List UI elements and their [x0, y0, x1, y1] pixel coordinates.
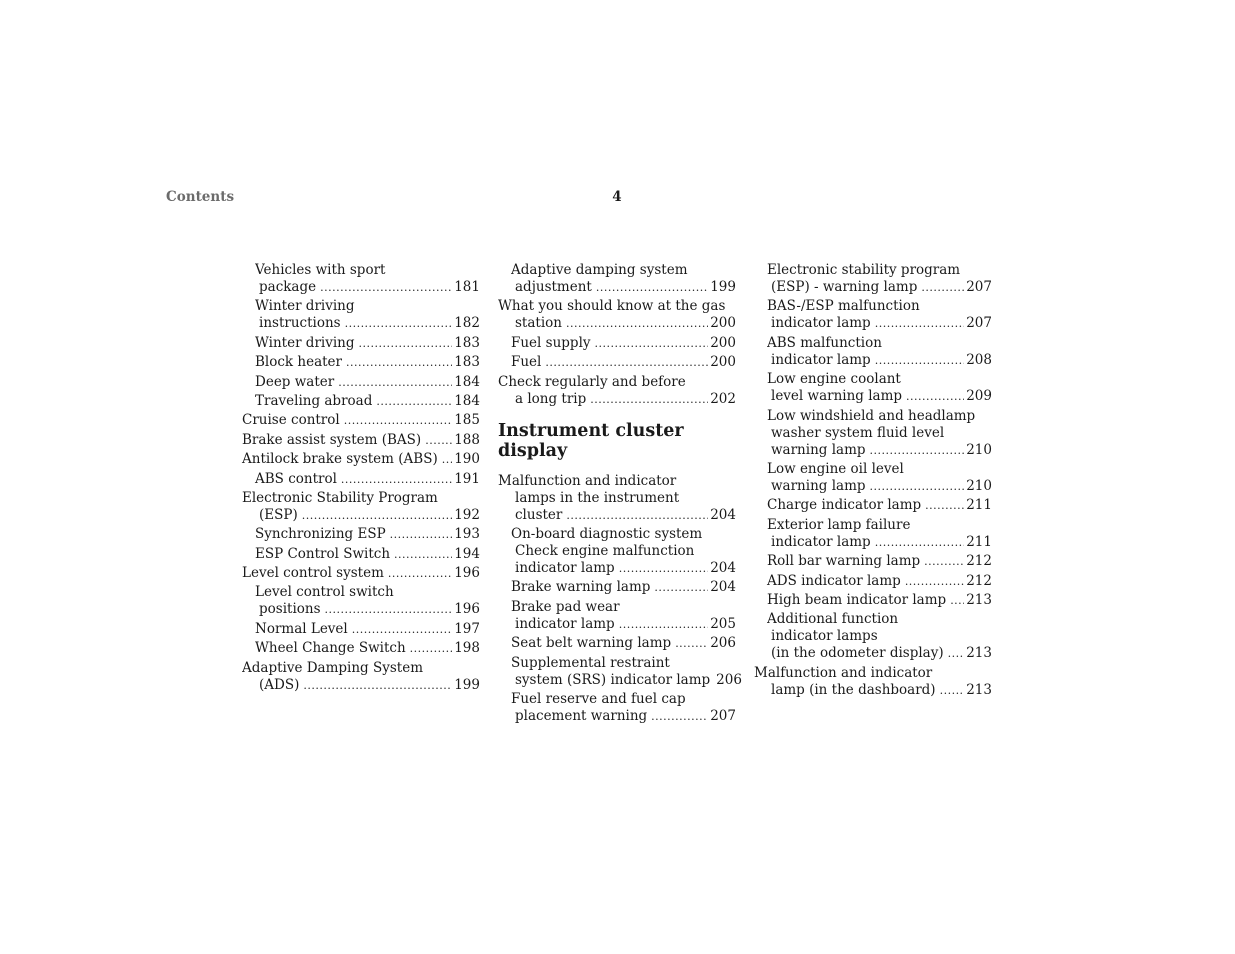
- toc-entry-title: warning lamp: [771, 441, 866, 458]
- toc-page-number[interactable]: 192: [454, 506, 480, 523]
- toc-entry-title: Cruise control: [242, 412, 340, 429]
- toc-entry-leader-line: [767, 352, 992, 369]
- toc-entry-title: lamp (in the dashboard): [771, 681, 936, 698]
- toc-entry-title: Level control system: [242, 565, 384, 582]
- toc-entry-text: Adaptive Damping System: [242, 659, 424, 676]
- dot-leader: [302, 507, 452, 524]
- toc-page-number[interactable]: 188: [454, 431, 480, 448]
- toc-page-number[interactable]: 198: [454, 640, 480, 657]
- toc-entry-text: Low engine oil level: [767, 460, 904, 477]
- section-heading: Instrument cluster display: [498, 420, 684, 461]
- toc-entry-leader-line: [767, 442, 992, 459]
- toc-entry-title: ESP Control Switch: [255, 545, 391, 562]
- toc-page-number[interactable]: 205: [710, 615, 736, 632]
- toc-entry[interactable]: [242, 584, 480, 618]
- toc-entry-text: Malfunction and indicator: [498, 472, 677, 489]
- toc-page-number[interactable]: 208: [966, 351, 992, 368]
- toc-entry[interactable]: [498, 579, 736, 596]
- toc-page-number[interactable]: 207: [966, 315, 992, 332]
- toc-entry-leader-line: [255, 374, 480, 391]
- toc-entry[interactable]: [242, 354, 480, 371]
- toc-entry[interactable]: [242, 374, 480, 391]
- toc-entry-title: Winter driving: [255, 334, 355, 351]
- toc-page-number[interactable]: 207: [966, 279, 992, 295]
- toc-entry-title: Charge indicator lamp: [767, 497, 922, 514]
- toc-entry-text: Supplemental restraint: [511, 654, 670, 671]
- toc-entry-text: Brake pad wear: [511, 598, 620, 615]
- toc-page-number[interactable]: 185: [454, 412, 480, 429]
- toc-entry-leader-line: [498, 315, 736, 332]
- toc-page-number[interactable]: 213: [966, 591, 992, 608]
- toc-entry-leader-line: [767, 553, 992, 570]
- toc-entry[interactable]: [242, 621, 480, 638]
- toc-entry-title: Traveling abroad: [255, 392, 373, 409]
- dot-leader: [345, 315, 453, 332]
- toc-page-number[interactable]: 183: [454, 354, 480, 371]
- toc-entry-leader-line: [511, 335, 736, 352]
- toc-page-number[interactable]: 200: [710, 354, 736, 371]
- toc-entry-text: lamps in the instrument: [515, 489, 680, 506]
- toc-entry-title: Fuel supply: [511, 334, 591, 351]
- toc-entry[interactable]: [242, 298, 480, 332]
- dot-leader: [303, 677, 452, 694]
- toc-entry-leader-line: [511, 279, 736, 296]
- toc-entry-text: Fuel reserve and fuel cap: [511, 690, 686, 707]
- toc-entry-leader-line: [511, 560, 736, 577]
- dot-leader: [870, 442, 965, 459]
- dot-leader: [675, 635, 708, 652]
- toc-entry-title: indicator lamp: [515, 559, 615, 576]
- toc-entry-leader-line: [255, 471, 480, 488]
- toc-entry[interactable]: [754, 553, 992, 570]
- toc-entry-leader-line: [767, 573, 992, 590]
- toc-page-number[interactable]: 212: [966, 572, 992, 589]
- toc-page-number[interactable]: 210: [966, 441, 992, 458]
- toc-entry-title: placement warning: [515, 707, 648, 724]
- toc-entry-title: High beam indicator lamp: [767, 591, 947, 608]
- toc-entry-text: Electronic Stability Program: [242, 489, 438, 506]
- toc-entry-text: Check regularly and before: [498, 373, 686, 390]
- toc-entry[interactable]: [754, 262, 992, 296]
- toc-column-2: [498, 262, 742, 727]
- toc-entry[interactable]: [242, 451, 480, 468]
- dot-leader: [654, 579, 708, 596]
- toc-page-number[interactable]: 210: [966, 477, 992, 494]
- dot-leader: [352, 621, 452, 638]
- dot-leader: [921, 279, 964, 296]
- toc-entry[interactable]: [754, 461, 992, 495]
- toc-entry-leader-line: [242, 412, 480, 429]
- dot-leader: [376, 393, 452, 410]
- toc-page-number[interactable]: 206: [716, 671, 742, 688]
- toc-entry[interactable]: [498, 526, 736, 577]
- toc-entry-leader-line: [767, 645, 992, 662]
- toc-entry[interactable]: [754, 665, 992, 699]
- toc-entry-text: Check engine malfunction: [515, 542, 695, 559]
- toc-entry[interactable]: [242, 660, 480, 694]
- toc-entry-text: Level control switch: [255, 584, 394, 601]
- toc-entry-title: Roll bar warning lamp: [767, 553, 921, 570]
- toc-entry-title: Wheel Change Switch: [255, 640, 406, 657]
- toc-entry-leader-line: [767, 388, 992, 405]
- toc-entry[interactable]: [242, 490, 480, 524]
- dot-leader: [566, 507, 708, 524]
- toc-page-number[interactable]: 204: [710, 579, 736, 596]
- toc-entry-leader-line: [255, 526, 480, 543]
- toc-entry[interactable]: [242, 335, 480, 352]
- toc-entry-leader-line: [255, 335, 480, 352]
- toc-entry[interactable]: [754, 408, 992, 459]
- toc-entry-leader-line: [767, 279, 992, 296]
- toc-entry-text: Low engine coolant: [767, 371, 901, 388]
- toc-entry-title: warning lamp: [771, 477, 866, 494]
- dot-leader: [359, 335, 453, 352]
- dot-leader: [596, 279, 708, 296]
- toc-entry-title: Block heater: [255, 354, 342, 371]
- toc-entry-title: system (SRS) indicator lamp: [515, 671, 711, 688]
- toc-entry-title: (in the odometer display): [771, 645, 944, 662]
- toc-entry[interactable]: [242, 393, 480, 410]
- toc-entry-text: On-board diagnostic system: [511, 525, 703, 542]
- toc-column-3: [754, 262, 992, 701]
- toc-entry[interactable]: [754, 298, 992, 332]
- dot-leader: [906, 388, 964, 405]
- toc-column-1: [242, 262, 480, 696]
- dot-leader: [346, 354, 452, 371]
- toc-entry[interactable]: [242, 526, 480, 543]
- toc-entry-text: Adaptive damping system: [511, 262, 688, 278]
- toc-page-number[interactable]: 212: [966, 553, 992, 570]
- toc-entry-text: BAS-/ESP malfunction: [767, 298, 920, 315]
- dot-leader: [651, 708, 708, 725]
- toc-entry-title: (ADS): [259, 676, 300, 693]
- dot-leader: [948, 645, 965, 662]
- dot-leader: [545, 354, 708, 371]
- toc-entry-title: ABS control: [255, 470, 337, 487]
- dot-leader: [341, 471, 452, 488]
- toc-page-number[interactable]: 202: [710, 390, 736, 407]
- toc-entry-title: Fuel: [511, 354, 542, 371]
- toc-entry[interactable]: [498, 599, 736, 633]
- toc-entry-title: Normal Level: [255, 620, 348, 637]
- toc-entry-title: cluster: [515, 506, 563, 523]
- toc-entry[interactable]: [498, 654, 742, 689]
- toc-entry-leader-line: [511, 579, 736, 596]
- toc-entry-title: Antilock brake system (ABS): [242, 451, 438, 468]
- toc-entry-leader-line: [255, 621, 480, 638]
- toc-page-number[interactable]: 200: [710, 315, 736, 332]
- toc-entry[interactable]: [754, 371, 992, 405]
- toc-entry[interactable]: [754, 497, 992, 514]
- toc-entry-text: Additional function: [767, 611, 899, 628]
- dot-leader: [388, 565, 452, 582]
- toc-entry[interactable]: [242, 412, 480, 429]
- toc-page-number[interactable]: 213: [966, 681, 992, 698]
- toc-entry-leader-line: [511, 635, 736, 652]
- dot-leader: [425, 432, 452, 449]
- dot-leader: [394, 546, 452, 563]
- toc-entry[interactable]: [498, 335, 736, 352]
- toc-page-number[interactable]: 211: [966, 497, 992, 514]
- toc-entry-leader-line: [242, 451, 480, 468]
- toc-entry-text: indicator lamps: [771, 628, 878, 645]
- section-title: Contents: [166, 189, 235, 205]
- toc-entry-text: Vehicles with sport: [255, 262, 386, 278]
- toc-page-number[interactable]: 181: [454, 279, 480, 295]
- dot-leader: [950, 592, 964, 609]
- toc-page-number[interactable]: 196: [454, 565, 480, 582]
- toc-entry-leader-line: [767, 534, 992, 551]
- toc-entry[interactable]: [754, 573, 992, 590]
- toc-entry-leader-line: [511, 671, 742, 689]
- toc-page-number[interactable]: 206: [710, 635, 736, 652]
- toc-entry-leader-line: [255, 393, 480, 410]
- toc-page-number[interactable]: 182: [454, 315, 480, 332]
- toc-entry[interactable]: [498, 374, 736, 408]
- toc-entry-title: (ESP): [259, 506, 298, 523]
- toc-entry-leader-line: [255, 640, 480, 657]
- toc-entry-title: instructions: [259, 315, 341, 332]
- toc-entry-leader-line: [767, 478, 992, 495]
- toc-page-number[interactable]: 197: [454, 620, 480, 637]
- toc-entry[interactable]: [242, 546, 480, 563]
- toc-entry[interactable]: [754, 517, 992, 551]
- toc-entry-leader-line: [242, 507, 480, 524]
- toc-entry-leader-line: [498, 391, 736, 408]
- toc-entry-text: Low windshield and headlamp: [767, 407, 976, 424]
- dot-leader: [325, 601, 453, 618]
- toc-page-number[interactable]: 193: [454, 526, 480, 543]
- toc-entry[interactable]: [242, 640, 480, 657]
- toc-entry[interactable]: [498, 691, 736, 725]
- toc-entry-leader-line: [255, 601, 480, 618]
- toc-entry-leader-line: [767, 315, 992, 332]
- toc-entry-leader-line: [255, 354, 480, 371]
- toc-entry-title: Synchronizing ESP: [255, 526, 386, 543]
- toc-entry-leader-line: [498, 507, 736, 524]
- dot-leader: [905, 573, 964, 590]
- toc-page-number[interactable]: 200: [710, 334, 736, 351]
- toc-page-number[interactable]: 207: [710, 707, 736, 724]
- dot-leader: [344, 412, 453, 429]
- toc-page-number[interactable]: 209: [966, 388, 992, 405]
- dot-leader: [390, 526, 453, 543]
- toc-entry-title: adjustment: [515, 279, 592, 295]
- toc-page-number[interactable]: 191: [454, 470, 480, 487]
- dot-leader: [320, 279, 452, 296]
- toc-entry-title: Seat belt warning lamp: [511, 635, 672, 652]
- toc-page-number[interactable]: 184: [454, 373, 480, 390]
- toc-entry-leader-line: [511, 616, 736, 633]
- dot-leader: [940, 682, 965, 699]
- toc-entry-text: Winter driving: [255, 298, 355, 315]
- toc-entry[interactable]: [242, 471, 480, 488]
- dot-leader: [410, 640, 453, 657]
- toc-entry[interactable]: [498, 473, 736, 524]
- toc-entry[interactable]: [242, 565, 480, 582]
- toc-entry-title: Brake assist system (BAS): [242, 431, 422, 448]
- dot-leader: [925, 497, 964, 514]
- dot-leader: [566, 315, 708, 332]
- dot-leader: [619, 560, 709, 577]
- toc-page-number[interactable]: 199: [710, 279, 736, 295]
- toc-page-number[interactable]: 204: [710, 506, 736, 523]
- toc-page-number[interactable]: 194: [454, 545, 480, 562]
- toc-entry-leader-line: [511, 708, 736, 725]
- toc-entry-title: indicator lamp: [771, 533, 871, 550]
- toc-entry-text: ABS malfunction: [767, 334, 882, 351]
- toc-entry-title: indicator lamp: [515, 615, 615, 632]
- toc-entry-text: Exterior lamp failure: [767, 516, 911, 533]
- toc-entry-text: washer system fluid level: [771, 424, 945, 441]
- toc-entry[interactable]: [754, 592, 992, 609]
- toc-page-number[interactable]: 199: [454, 676, 480, 693]
- toc-entry-title: indicator lamp: [771, 351, 871, 368]
- dot-leader: [875, 315, 965, 332]
- dot-leader: [338, 374, 452, 391]
- toc-entry[interactable]: [242, 262, 480, 296]
- toc-page-number[interactable]: 204: [710, 559, 736, 576]
- dot-leader: [924, 553, 964, 570]
- toc-page-number[interactable]: 184: [454, 392, 480, 409]
- toc-entry[interactable]: [498, 354, 736, 371]
- toc-entry-leader-line: [242, 432, 480, 449]
- dot-leader: [442, 451, 453, 468]
- toc-entry-title: Deep water: [255, 373, 335, 390]
- toc-entry-text: Malfunction and indicator: [754, 664, 933, 681]
- toc-page-number[interactable]: 211: [966, 533, 992, 550]
- toc-entry-title: positions: [259, 601, 321, 618]
- toc-entry-title: indicator lamp: [771, 315, 871, 332]
- dot-leader: [875, 534, 965, 551]
- toc-entry-leader-line: [255, 315, 480, 332]
- dot-leader: [595, 335, 709, 352]
- toc-entry[interactable]: [498, 298, 736, 332]
- toc-page-number[interactable]: 196: [454, 601, 480, 618]
- toc-entry-leader-line: [255, 279, 480, 296]
- toc-entry[interactable]: [498, 262, 736, 296]
- toc-entry-leader-line: [242, 565, 480, 582]
- toc-entry-title: a long trip: [515, 390, 587, 407]
- toc-entry-text: What you should know at the gas: [498, 298, 726, 315]
- toc-entry-leader-line: [511, 354, 736, 371]
- toc-entry-title: Brake warning lamp: [511, 579, 651, 596]
- page-number: 4: [612, 189, 622, 205]
- toc-entry-text: Electronic stability program: [767, 262, 961, 278]
- toc-entry-title: station: [515, 315, 562, 332]
- toc-entry-title: ADS indicator lamp: [767, 572, 901, 589]
- dot-leader: [870, 478, 965, 495]
- toc-entry[interactable]: [242, 432, 480, 449]
- toc-entry-leader-line: [754, 682, 992, 699]
- toc-entry-title: (ESP) - warning lamp: [771, 279, 918, 295]
- toc-entry[interactable]: [754, 335, 992, 369]
- toc-entry-title: level warning lamp: [771, 388, 903, 405]
- toc-entry-leader-line: [767, 592, 992, 609]
- toc-entry[interactable]: [754, 611, 992, 662]
- toc-entry-leader-line: [767, 497, 992, 514]
- toc-entry-title: package: [259, 279, 317, 295]
- toc-entry[interactable]: [498, 635, 736, 652]
- dot-leader: [590, 391, 708, 408]
- toc-page-number[interactable]: 213: [966, 645, 992, 662]
- toc-entry-leader-line: [242, 677, 480, 694]
- toc-page-number[interactable]: 190: [454, 451, 480, 468]
- dot-leader: [875, 352, 965, 369]
- toc-page-number[interactable]: 183: [454, 334, 480, 351]
- toc-entry-leader-line: [255, 546, 480, 563]
- dot-leader: [619, 616, 709, 633]
